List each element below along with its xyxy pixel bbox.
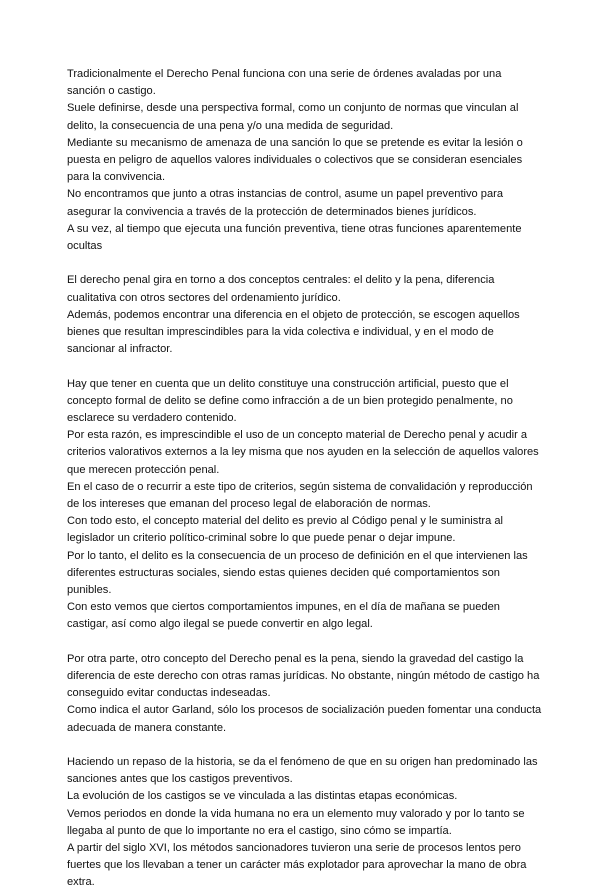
- paragraph: A partir del siglo XVI, los métodos sancionadores tuvieron una serie de procesos lentos pero fuertes que los llevaban a tener un carácter más explotador para aprovechar la mano de obra extra.: [67, 842, 527, 889]
- paragraph: Por esta razón, es imprescindible el uso de un concepto material de Derecho penal y acudir a criterios valorativos externos a la ley misma que nos ayuden en la selección de aquellos valores que merecen protección penal.: [67, 429, 539, 476]
- paragraph: No encontramos que junto a otras instancias de control, asume un papel preventivo para asegurar la convivencia a través de la protección de determinados bienes jurídicos.: [67, 188, 503, 218]
- paragraph: Como indica el autor Garland, sólo los procesos de socialización pueden fomentar una conducta adecuada de manera constante.: [67, 704, 542, 734]
- paragraph: Suele definirse, desde una perspectiva formal, como un conjunto de normas que vinculan al delito, la consecuencia de una pena y/o una medida de seguridad.: [67, 102, 519, 132]
- document-body: [67, 66, 542, 892]
- paragraph: A su vez, al tiempo que ejecuta una función preventiva, tiene otras funciones aparentemente ocultas: [67, 222, 522, 253]
- paragraph: La evolución de los castigos se ve vinculada a las distintas etapas económicas.: [67, 790, 458, 803]
- paragraph: Mediante su mecanismo de amenaza de una sanción lo que se pretende es evitar la lesión o puesta en peligro de aquellos valores individuales o colectivos que se consideran esenciales para la convivencia.: [67, 136, 523, 184]
- paragraph: Con todo esto, el concepto material del delito es previo al Código penal y le suministra al legislador un criterio político-criminal sobre lo que puede penar o dejar impune.: [67, 515, 503, 545]
- paragraph: Vemos periodos en donde la vida humana no era un elemento muy valorado y por lo tanto se llegaba al punto de que lo importante no era el castigo, sino cómo se impartía.: [67, 807, 525, 837]
- paragraph: Por otra parte, otro concepto del Derecho penal es la pena, siendo la gravedad del castigo la diferencia de este derecho con otras ramas jurídicas. No obstante, ningún método de castigo ha conseguido evitar conductas indeseadas.: [67, 652, 540, 700]
- paragraph: Por lo tanto, el delito es la consecuencia de un proceso de definición en el que intervienen las diferentes estructuras sociales, siendo estas quienes deciden qué comportamientos son punibles.: [67, 549, 528, 597]
- paragraph: En el caso de o recurrir a este tipo de criterios, según sistema de convalidación y reproducción de los intereses que emanan del proceso legal de elaboración de normas.: [67, 480, 533, 511]
- paragraph: Con esto vemos que ciertos comportamientos impunes, en el día de mañana se pueden castigar, así como algo ilegal se puede convertir en algo legal.: [67, 601, 500, 631]
- paragraph: Haciendo un repaso de la historia, se da el fenómeno de que en su origen han predominado las sanciones antes que los castigos preventivos.: [67, 756, 538, 786]
- paragraph: El derecho penal gira en torno a dos conceptos centrales: el delito y la pena, diferencia cualitativa con otros sectores del ordenamiento jurídico.: [67, 274, 495, 304]
- paragraph: Además, podemos encontrar una diferencia en el objeto de protección, se escogen aquellos bienes que resultan imprescindibles para la vida colectiva e individual, y en el modo de sancionar al infractor.: [67, 308, 520, 356]
- paragraph: Hay que tener en cuenta que un delito constituye una construcción artificial, puesto que el concepto formal de delito se define como infracción a de un bien protegido penalmente, no esclarece su verdadero contenido.: [67, 377, 513, 425]
- paragraph: Tradicionalmente el Derecho Penal funciona con una serie de órdenes avaladas por una sanción o castigo.: [67, 68, 502, 98]
